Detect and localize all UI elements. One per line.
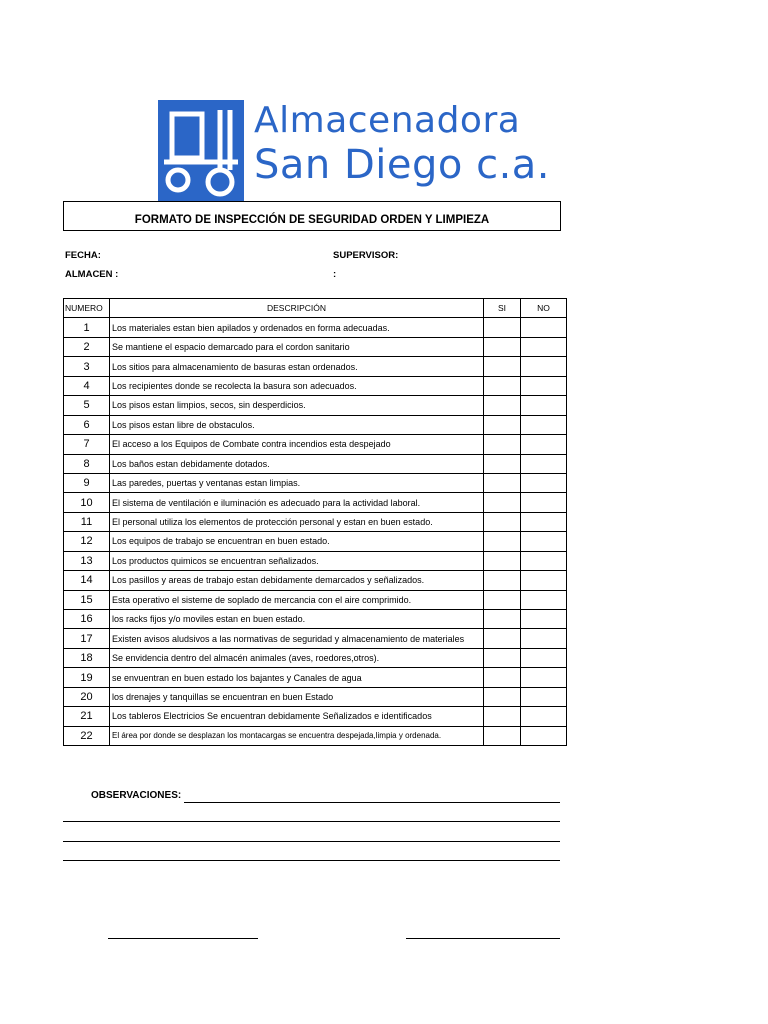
table-row [64, 648, 567, 667]
table-row [64, 590, 567, 609]
forklift-logo-icon [158, 100, 244, 202]
row-no-checkbox[interactable] [521, 687, 567, 706]
table-row [64, 357, 567, 376]
table-row [64, 435, 567, 454]
row-number: 19 [64, 668, 110, 687]
table-row [64, 454, 567, 473]
row-si-checkbox[interactable] [484, 532, 521, 551]
inspection-checklist-table [63, 298, 567, 746]
supervisor-label: SUPERVISOR: [333, 250, 399, 261]
row-description: Se mantiene el espacio demarcado para el cordon sanitario [110, 337, 484, 356]
row-description: los racks fijos y/o moviles estan en buen estado. [110, 610, 484, 629]
row-si-checkbox[interactable] [484, 648, 521, 667]
row-number: 21 [64, 707, 110, 726]
table-row [64, 629, 567, 648]
row-number: 6 [64, 415, 110, 434]
logo-text-line-2: San Diego c.a. [254, 142, 551, 188]
row-number: 11 [64, 512, 110, 531]
row-si-checkbox[interactable] [484, 512, 521, 531]
row-no-checkbox[interactable] [521, 551, 567, 570]
row-no-checkbox[interactable] [521, 512, 567, 531]
table-row [64, 318, 567, 337]
row-description: Los recipientes donde se recolecta la basura son adecuados. [110, 376, 484, 395]
table-body [64, 318, 567, 746]
row-no-checkbox[interactable] [521, 707, 567, 726]
row-description: El personal utiliza los elementos de protección personal y estan en buen estado. [110, 512, 484, 531]
row-si-checkbox[interactable] [484, 707, 521, 726]
row-number: 1 [64, 318, 110, 337]
table-row [64, 473, 567, 492]
row-description: Los baños estan debidamente dotados. [110, 454, 484, 473]
form-title-box [63, 201, 561, 231]
table-header-row [64, 299, 567, 318]
row-number: 17 [64, 629, 110, 648]
row-no-checkbox[interactable] [521, 318, 567, 337]
table-row [64, 512, 567, 531]
row-description: El acceso a los Equipos de Combate contra incendios esta despejado [110, 435, 484, 454]
row-si-checkbox[interactable] [484, 668, 521, 687]
row-number: 16 [64, 610, 110, 629]
row-number: 9 [64, 473, 110, 492]
row-number: 13 [64, 551, 110, 570]
row-no-checkbox[interactable] [521, 610, 567, 629]
row-description: Existen avisos aludsivos a las normativas de seguridad y almacenamiento de materiales [110, 629, 484, 648]
row-si-checkbox[interactable] [484, 687, 521, 706]
row-description: Los materiales estan bien apilados y ordenados en forma adecuadas. [110, 318, 484, 337]
row-si-checkbox[interactable] [484, 415, 521, 434]
row-no-checkbox[interactable] [521, 454, 567, 473]
row-no-checkbox[interactable] [521, 648, 567, 667]
observaciones-line-3[interactable] [63, 841, 560, 842]
row-no-checkbox[interactable] [521, 571, 567, 590]
row-description: El sistema de ventilación e iluminación es adecuado para la actividad laboral. [110, 493, 484, 512]
row-description: Las paredes, puertas y ventanas estan limpias. [110, 473, 484, 492]
row-no-checkbox[interactable] [521, 473, 567, 492]
row-no-checkbox[interactable] [521, 376, 567, 395]
row-no-checkbox[interactable] [521, 435, 567, 454]
header-descripcion: DESCRIPCIÓN [110, 299, 484, 318]
row-number: 12 [64, 532, 110, 551]
header-no: NO [521, 299, 567, 318]
observaciones-line-2[interactable] [63, 821, 560, 822]
row-number: 18 [64, 648, 110, 667]
row-description: El área por donde se desplazan los montacargas se encuentra despejada,limpia y ordenada. [110, 726, 484, 745]
row-description: Los pasillos y areas de trabajo estan debidamente demarcados y señalizados. [110, 571, 484, 590]
company-logo [158, 100, 551, 202]
table-row [64, 396, 567, 415]
header-si: SI [484, 299, 521, 318]
table-row [64, 337, 567, 356]
observaciones-label: OBSERVACIONES: [91, 790, 182, 801]
row-no-checkbox[interactable] [521, 357, 567, 376]
row-si-checkbox[interactable] [484, 435, 521, 454]
fecha-label: FECHA: [65, 250, 101, 261]
row-description: Se envidencia dentro del almacén animales (aves, roedores,otros). [110, 648, 484, 667]
row-si-checkbox[interactable] [484, 318, 521, 337]
row-si-checkbox[interactable] [484, 629, 521, 648]
row-number: 10 [64, 493, 110, 512]
table-row [64, 493, 567, 512]
row-si-checkbox[interactable] [484, 396, 521, 415]
table-row [64, 571, 567, 590]
table-row [64, 376, 567, 395]
row-number: 5 [64, 396, 110, 415]
row-no-checkbox[interactable] [521, 415, 567, 434]
row-description: Los equipos de trabajo se encuentran en buen estado. [110, 532, 484, 551]
row-no-checkbox[interactable] [521, 629, 567, 648]
row-si-checkbox[interactable] [484, 493, 521, 512]
row-si-checkbox[interactable] [484, 551, 521, 570]
almacen-label: ALMACEN : [65, 269, 119, 280]
row-number: 4 [64, 376, 110, 395]
table-row [64, 610, 567, 629]
table-row [64, 532, 567, 551]
row-no-checkbox[interactable] [521, 726, 567, 745]
signature-line-right[interactable] [406, 938, 560, 939]
row-number: 20 [64, 687, 110, 706]
row-si-checkbox[interactable] [484, 590, 521, 609]
observaciones-line-4[interactable] [63, 860, 560, 861]
row-description: Los sitios para almacenamiento de basuras estan ordenados. [110, 357, 484, 376]
table-row [64, 707, 567, 726]
row-description: Los pisos estan limpios, secos, sin desperdicios. [110, 396, 484, 415]
table-row [64, 668, 567, 687]
row-si-checkbox[interactable] [484, 357, 521, 376]
almacen-colon: : [333, 269, 337, 280]
row-number: 2 [64, 337, 110, 356]
row-description: los drenajes y tanquillas se encuentran en buen Estado [110, 687, 484, 706]
row-no-checkbox[interactable] [521, 668, 567, 687]
table-row [64, 726, 567, 745]
row-number: 7 [64, 435, 110, 454]
row-description: Los tableros Electricios Se encuentran debidamente Señalizados e identificados [110, 707, 484, 726]
row-description: se envuentran en buen estado los bajantes y Canales de agua [110, 668, 484, 687]
observaciones-line-1[interactable] [184, 802, 560, 803]
row-number: 14 [64, 571, 110, 590]
table-row [64, 415, 567, 434]
row-number: 22 [64, 726, 110, 745]
row-number: 3 [64, 357, 110, 376]
row-number: 8 [64, 454, 110, 473]
row-no-checkbox[interactable] [521, 337, 567, 356]
row-description: Los pisos estan libre de obstaculos. [110, 415, 484, 434]
row-no-checkbox[interactable] [521, 493, 567, 512]
row-no-checkbox[interactable] [521, 396, 567, 415]
row-si-checkbox[interactable] [484, 376, 521, 395]
logo-text-line-1: Almacenadora [254, 100, 521, 141]
row-description: Esta operativo el sisteme de soplado de mercancia con el aire comprimido. [110, 590, 484, 609]
row-no-checkbox[interactable] [521, 532, 567, 551]
table-row [64, 687, 567, 706]
row-si-checkbox[interactable] [484, 571, 521, 590]
row-si-checkbox[interactable] [484, 610, 521, 629]
row-number: 15 [64, 590, 110, 609]
row-si-checkbox[interactable] [484, 726, 521, 745]
table-row [64, 551, 567, 570]
header-numero: NUMERO [64, 299, 110, 318]
row-si-checkbox[interactable] [484, 454, 521, 473]
signature-line-left[interactable] [108, 938, 258, 939]
row-no-checkbox[interactable] [521, 590, 567, 609]
row-si-checkbox[interactable] [484, 337, 521, 356]
form-title: FORMATO DE INSPECCIÓN DE SEGURIDAD ORDEN Y LIMPIEZA [134, 214, 490, 226]
row-description: Los productos quimicos se encuentran señalizados. [110, 551, 484, 570]
row-si-checkbox[interactable] [484, 473, 521, 492]
